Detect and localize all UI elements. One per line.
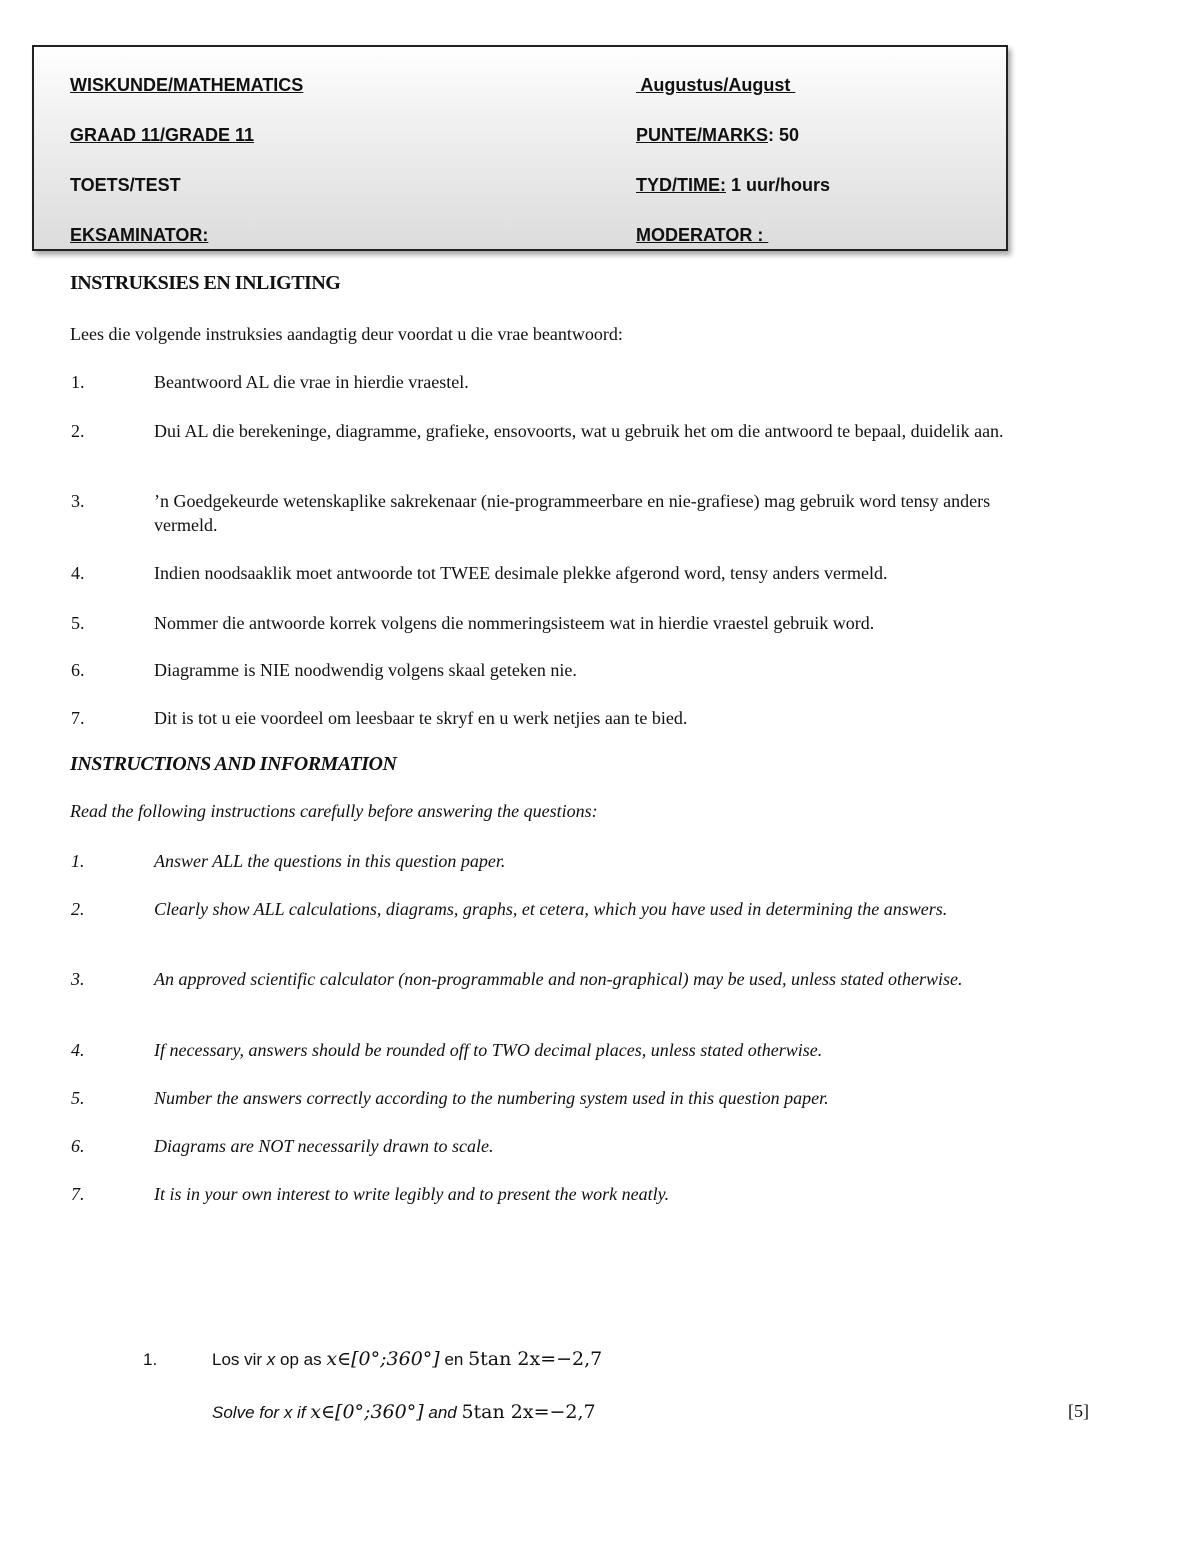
en-item-7-num: 7. [71,1184,85,1204]
grade-label: GRAAD 11/GRADE 11 [70,125,255,145]
q-af-prefix: Los vir [212,1350,267,1369]
question-english [212,1401,596,1423]
q-af-equation: 5tan 2x=−2,7 [468,1348,603,1370]
q-af-condition: x∈[0°;360°] [326,1348,440,1370]
month-label: Augustus/August [636,75,796,95]
af-item-2-num: 2. [71,421,85,441]
en-item-5-num: 5. [71,1088,85,1108]
q-en-condition: x∈[0°;360°] [310,1401,424,1423]
afrikaans-heading: INSTRUKSIES EN INLIGTING [70,272,341,294]
af-item-5-text: Nommer die antwoorde korrek volgens die nommeringsisteem wat in hierdie vraestel gebruik word. [154,613,875,633]
en-item-6-num: 6. [71,1136,85,1156]
en-item-1-num: 1. [71,851,85,871]
afrikaans-intro: Lees die volgende instruksies aandagtig deur voordat u die vrae beantwoord: [70,324,623,344]
q-en-and: and [423,1403,462,1422]
q-af-mid: op as [275,1350,327,1369]
en-item-4-num: 4. [71,1040,85,1060]
en-item-2-text: Clearly show ALL calculations, diagrams, graphs, et cetera, which you have used in determining the answers. [154,899,948,919]
af-item-2-text: Dui AL die berekeninge, diagramme, grafieke, ensovoorts, wat u gebruik het om die antwoord te bepaal, duidelik aan. [154,421,1004,441]
af-item-7-num: 7. [71,708,85,728]
q-en-mid: if [292,1403,311,1422]
af-item-3-num: 3. [71,491,85,511]
marks-field [636,124,799,146]
q-en-equation: 5tan 2x=−2,7 [461,1401,596,1423]
af-item-4-text: Indien noodsaaklik moet antwoorde tot TWEE desimale plekke afgerond word, tensy anders vermeld. [154,563,888,583]
q-en-prefix: Solve for [212,1403,284,1422]
english-heading: INSTRUCTIONS AND INFORMATION [70,753,397,775]
english-intro: Read the following instructions carefully before answering the questions: [70,801,598,821]
af-item-7-text: Dit is tot u eie voordeel om leesbaar te skryf en u werk netjies aan te bied. [154,708,688,728]
en-item-1-text: Answer ALL the questions in this question paper. [154,851,506,871]
moderator-label: MODERATOR : [636,225,769,245]
time-label: TYD/TIME: [636,175,726,195]
question-marks: [5] [1068,1401,1089,1421]
examiner-label: EKSAMINATOR: [70,225,209,245]
time-field [636,174,830,196]
en-item-3-text: An approved scientific calculator (non-programmable and non-graphical) may be used, unless stated otherwise. [154,969,963,989]
en-item-4-text: If necessary, answers should be rounded off to TWO decimal places, unless stated otherwise. [154,1040,823,1060]
en-item-3-num: 3. [71,969,85,989]
test-label: TOETS/TEST [70,175,181,195]
en-item-7-text: It is in your own interest to write legibly and to present the work neatly. [154,1184,670,1204]
question-afrikaans [212,1348,602,1370]
af-item-3-text: ’n Goedgekeurde wetenskaplike sakrekenaar (nie-programmeerbare en nie-grafiese) mag gebruik word tensy anders vermeld. [154,491,991,535]
af-item-5-num: 5. [71,613,85,633]
en-item-5-text: Number the answers correctly according to the numbering system used in this question paper. [154,1088,829,1108]
question-number: 1. [143,1350,158,1369]
marks-label: PUNTE/MARKS [636,125,769,145]
af-item-4-num: 4. [71,563,85,583]
q-en-var: x [283,1403,293,1422]
q-af-and: en [439,1350,469,1369]
af-item-6-num: 6. [71,660,85,680]
subject-label: WISKUNDE/MATHEMATICS [70,75,304,95]
af-item-1-num: 1. [71,372,85,392]
q-af-var: x [266,1350,276,1369]
marks-value: : 50 [768,125,800,145]
time-value: 1 uur/hours [726,175,831,195]
en-item-2-num: 2. [71,899,85,919]
en-item-6-text: Diagrams are NOT necessarily drawn to scale. [154,1136,494,1156]
af-item-1-text: Beantwoord AL die vrae in hierdie vraestel. [154,372,469,392]
af-item-6-text: Diagramme is NIE noodwendig volgens skaal geteken nie. [154,660,577,680]
